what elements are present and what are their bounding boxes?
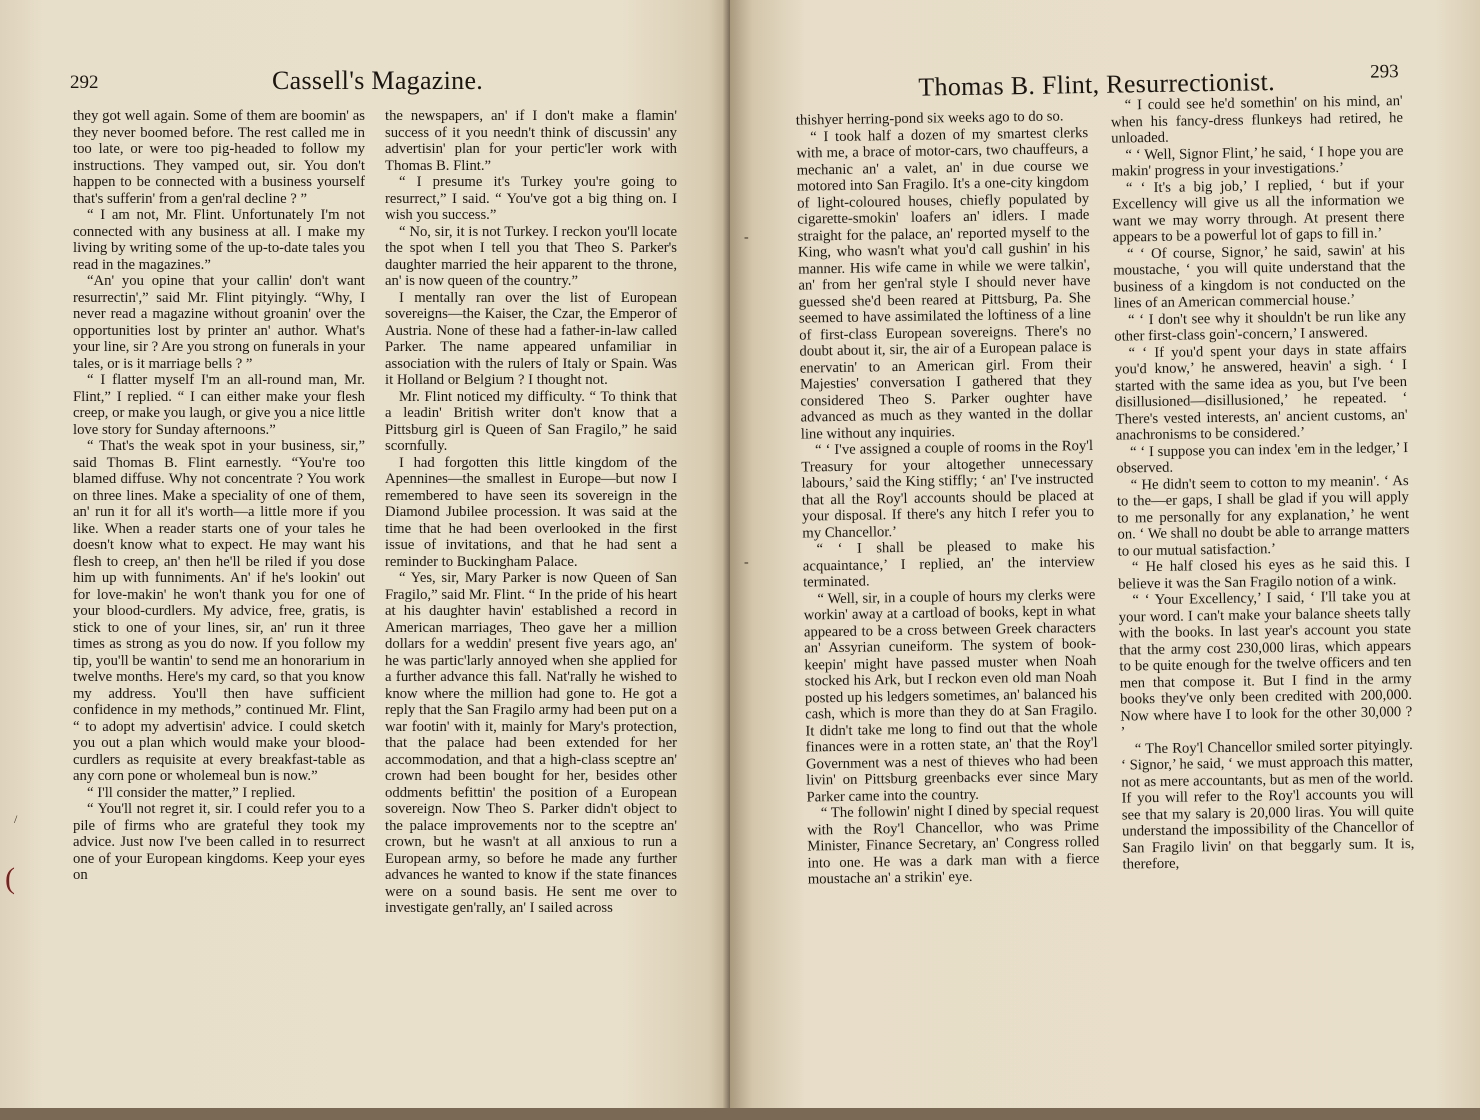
- paragraph: they got well again. Some of them are boomin' as they never boomed before. The rest called me in too late, or were too pig-headed to follow my instructions. They vamped out, sir. You don't happen to be connected with a business yourself that's sufferin' from a gen'ral decline ? ”: [73, 108, 365, 207]
- right-page: [730, 0, 1480, 1108]
- paragraph: “ ‘ Of course, Signor,’ he said, sawin' at his moustache, ‘ you will quite understand that the business of a kingdom is not conducted on the lines of an American commercial house.’: [1113, 241, 1406, 312]
- paragraph: the newspapers, an' if I don't make a flamin' success of it you needn't think of discussin' any advertisin' plan for your pertic'ler work with Thomas B. Flint.”: [385, 108, 677, 174]
- paragraph: “ That's the weak spot in your business, sir,” said Thomas B. Flint earnestly. “You're too blamed diffuse. Why not concentrate ? You work on three lines. Make a speciality of one of them, an' run it for all it's worth—a little more if you like. When a reader starts one of your tales he doesn't know what to expect. He may want his flesh to creep, an' then he'll be riled if you dose him up with funniments. An' if he's lookin' out for love-makin' he won't thank you for one of your blood-curdlers. My advice, free, gratis, is stick to one of your lines, sir, an' run it three times as strong as you do now. If you follow my tip, you'll be wantin' to send me an honorarium in twelve months. Here's my card, so that you know my address. You'll then have sufficient confidence in my methods,” continued Mr. Flint, “ to adopt my advertisin' advice. I could sketch you out a plan which would make your blood-curdlers as requisite at every breakfast-table as any corn pone or wholemeal bun is now.”: [73, 438, 365, 784]
- paragraph: “ Well, sir, in a couple of hours my clerks were workin' away at a cartload of books, kept in what appeared to be a cross between Greek characters an' Assyrian cuneiform. The system of book-keepin' might have passed muster when Noah stocked his Ark, but I reckon even old man Noah posted up his ledgers sometimes, an' balanced his cash, which is more than they do at San Fragilo. It didn't take me long to find out that the whole finances were in a rotten state, an' that the Roy'l Government was a nest of thieves who had been livin' on Pittsburg greenbacks ever since Mary Parker came into the country.: [803, 586, 1099, 806]
- paragraph: I had forgotten this little kingdom of the Apennines—the smallest in Europe—but now I remembered to have seen its sovereign in the Diamond Jubilee procession. It was said at the time that he had been overlooked in the first issue of invitations, and that he had sent a reminder to Buckingham Palace.: [385, 454, 677, 570]
- paragraph: “ ‘ I shall be pleased to make his acquaintance,’ I replied, an' the interview terminated.: [802, 536, 1095, 591]
- paragraph: “ I took half a dozen of my smartest clerks with me, a brace of motor-cars, two chauffeurs, a mechanic an' a valet, an' in due course we motored into San Fragilo. It's a one-city kingdom of light-coloured houses, chiefly populated by cigarette-smokin' loafers an' idlers. I made straight for the palace, an' reported myself to the King, who wasn't what you'd call gushin' in his manner. His wife came in while we were talkin', an' from her gen'ral style I should never have guessed she'd been reared at Pittsburg, Pa. She seemed to have assimilated the loftiness of a line of first-class European sovereigns. There's no doubt about it, sir, the air of a European palace is enervatin' to an American girl. From their Majesties' conversation I gathered that they considered Theo S. Parker oughter have advanced as much as they wanted in the dollar line without any inquiries.: [796, 124, 1093, 443]
- paragraph: “ He half closed his eyes as he said this. I believe it was the San Fragilo notion of a wink.: [1118, 555, 1411, 593]
- paragraph: “ I could see he'd somethin' on his mind, an' when his fancy-dress flunkeys had retired, he unloaded.: [1110, 93, 1404, 147]
- text-column-2: [1111, 93, 1418, 1025]
- margin-dot: -: [744, 230, 749, 245]
- running-head: Cassell's Magazine.: [272, 66, 484, 95]
- paragraph: “ ‘ I suppose you can index 'em in the ledger,’ I observed.: [1116, 439, 1409, 477]
- left-page: [0, 0, 730, 1108]
- paragraph: “ I'll consider the matter,” I replied.: [87, 784, 296, 801]
- paragraph: “ He didn't seem to cotton to my meanin'. ‘ As to the—er gaps, I shall be glad if you will apply to me personally for any explanation,’ he went on. ‘ We shall no doubt be able to arrange matters to our mutual satisfaction.’: [1116, 472, 1410, 560]
- paragraph: “ You'll not regret it, sir. I could refer you to a pile of firms who are grateful they took my advice. Just now I've been called in to resurrect one of your European kingdoms. Keep your eyes on: [73, 801, 365, 883]
- paragraph: Mr. Flint noticed my difficulty. “ To think that a leadin' British writer don't know that a Pittsburg girl is Queen of San Fragilo,” he said scornfully.: [385, 388, 677, 454]
- page-number: 293: [1370, 61, 1399, 83]
- paragraph: “ ‘ I don't see why it shouldn't be run like any other first-class goin'-concern,’ I answered.: [1114, 307, 1407, 345]
- paragraph: “ ‘ If you'd spent your days in state affairs you'd know,’ he answered, heavin' a sigh. ‘ I started with the same idea as you, but I've been disillusioned—disillusioned,’ he repeated. ‘ There's vested interests, an' ancient customs, an' anachronisms to be considered.’: [1114, 340, 1408, 444]
- paragraph: “An' you opine that your callin' don't want resurrectin',” said Mr. Flint pityingly. “Why, I never read a magazine without groanin' over the opportunities lost by printer an' author. What's your line, sir ? Are you strong on funerals in your tales, or is it marriage bells ? ”: [73, 273, 365, 372]
- paragraph: “ Yes, sir, Mary Parker is now Queen of San Fragilo,” said Mr. Flint. “ In the pride of his heart at his daughter havin' established a record in American marriages, Theo gave her a million dollars for a weddin' present five years ago, an' he was partic'larly annoyed when she applied for a further advance this fall. Nat'rally he wished to know where the million had gone to. He got a reply that the San Fragilo army had been put on a war footin' with it, mainly for Mary's protection, that the palace had been extended for her accommodation, and that a high-class sceptre an' crown had been bought for her, besides other oddments befittin' the position of a European sovereign. Now Theo S. Parker didn't object to the palace improvements nor to the sceptre an' crown, but he wasn't at all anxious to run a European army, so before he made any further advances he wanted to know if the state finances were on a sound basis. He sent me over to investigate gen'rally, an' I sailed across: [385, 570, 677, 916]
- margin-dot: -: [744, 555, 749, 570]
- margin-mark: (: [5, 862, 15, 895]
- paragraph: “ ‘ Well, Signor Flint,’ he said, ‘ I hope you are makin' progress in your investigations.’: [1111, 142, 1404, 180]
- running-head: Thomas B. Flint, Resurrectionist.: [918, 67, 1276, 102]
- text-column-1: [796, 108, 1102, 1030]
- paragraph: “ The followin' night I dined by special request with the Roy'l Chancellor, who was Prime Minister, Finance Secretary, an' Congress rolled into one. He was a dark man with a fierce moustache an' a strikin' eye.: [806, 800, 1100, 888]
- margin-tick: /: [14, 812, 18, 826]
- paragraph: “ ‘ It's a big job,’ I replied, ‘ but if your Excellency will give us all the information we want we may worry through. At present there appears to be a powerful lot of gaps to fill in.’: [1112, 175, 1405, 246]
- right-page-content: [729, 0, 1480, 1119]
- paragraph: “ I presume it's Turkey you're going to resurrect,” I said. “ You've got a big thing on. I wish you success.”: [385, 174, 677, 223]
- page-number: 292: [70, 72, 99, 93]
- paragraph: “ No, sir, it is not Turkey. I reckon you'll locate the spot when I tell you that Theo S. Parker's daughter married the heir apparent to the throne, an' is now queen of the country.”: [385, 223, 677, 289]
- paragraph: “ I am not, Mr. Flint. Unfortunately I'm not connected with any business at all. I make my living by writing some of the up-to-date tales you read in the magazines.”: [73, 207, 365, 273]
- paragraph: “ I flatter myself I'm an all-round man, Mr. Flint,” I replied. “ I can either make your flesh creep, or make you laugh, or give you a nice little love story for Sunday afternoons.”: [73, 372, 365, 438]
- text-column-2: [385, 108, 677, 1033]
- paragraph: I mentally ran over the list of European sovereigns—the Kaiser, the Czar, the Emperor of Austria. None of these had a father-in-law called Parker. The name appeared unfamiliar in association with the rulers of Italy or Spain. Was it Holland or Belgium ? I thought not.: [385, 289, 677, 388]
- paragraph: “ ‘ I've assigned a couple of rooms in the Roy'l Treasury for your altogether unnecessary labours,’ said the King stiffly; ‘ an' I've instructed that all the Roy'l accounts should be placed at your disposal. If there's any hitch I refer you to my Chancellor.’: [801, 437, 1095, 542]
- text-column-1: [73, 108, 365, 1033]
- paragraph: thishyer herring-pond six weeks ago to do so.: [795, 108, 1064, 129]
- paragraph: “ The Roy'l Chancellor smiled sorter pityingly. ‘ Signor,’ he said, ‘ we must approach this matter, not as mere accountants, but as men of the world. If you will refer to the Roy'l accounts you will see that my salary is 20,000 liras. You will quite understand the impossibility of the Chancellor of San Fragilo livin' on that beggarly sum. It is, therefore,: [1120, 736, 1415, 873]
- paragraph: “ ‘ Your Excellency,’ I said, ‘ I'll take you at your word. I can't make your balance sheets tally with the books. In last year's account you state that the army cost 230,000 liras, which appears to be quite enough for the twelve officers and ten men that compose it. But I find in the army books they've only been credited with 200,000. Now where have I to look for the other 30,000 ? ’: [1118, 588, 1413, 741]
